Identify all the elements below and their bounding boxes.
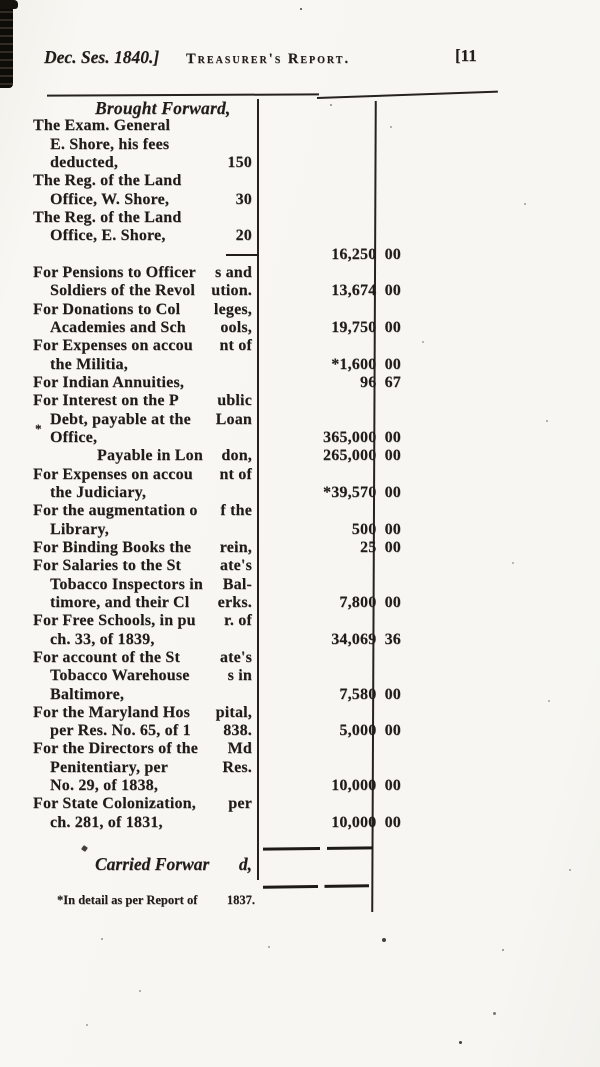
ledger-row-tail: nt of xyxy=(219,465,252,483)
ledger-row-text: Soldiers of the Revol xyxy=(50,282,196,300)
ledger-row-amount: 5,000 00 xyxy=(339,722,401,740)
scan-speck xyxy=(569,869,571,871)
ledger-row-tail: r. of xyxy=(224,612,252,630)
ledger-row-text: Brought Forward, xyxy=(95,98,231,118)
ledger-row xyxy=(33,777,401,795)
ledger-row xyxy=(33,411,378,429)
ledger-row xyxy=(33,373,401,392)
scan-speck xyxy=(86,1024,88,1026)
ledger-row-text: Academies and Sch xyxy=(50,318,186,336)
ledger-row-tail: 838. xyxy=(223,722,252,740)
scan-speck xyxy=(459,1041,462,1044)
ledger-row-tail: per xyxy=(228,795,252,813)
ledger-row-text: For Salaries to the St xyxy=(33,557,182,575)
ledger-row-text: For Indian Annuities, xyxy=(33,373,185,391)
ledger-row xyxy=(33,593,401,612)
scan-speck xyxy=(390,126,392,128)
ledger-row xyxy=(33,428,401,447)
footnote-text: *In detail as per Report of xyxy=(57,893,198,907)
ledger-rows xyxy=(33,98,401,832)
ledger-row-amount: 7,800 00 xyxy=(339,593,401,611)
ledger-row-amount: 7,580 00 xyxy=(339,685,401,703)
ledger-row-text: Tobacco Warehouse xyxy=(50,667,190,685)
ledger-row xyxy=(33,136,378,154)
ledger-row-text: Penitentiary, per xyxy=(50,758,169,776)
ledger-row xyxy=(33,612,378,630)
ledger-row xyxy=(33,795,378,813)
ledger-row xyxy=(33,355,401,374)
ledger-row-text: Baltimore, xyxy=(50,685,125,703)
ledger-row xyxy=(33,209,378,227)
ledger-row xyxy=(33,704,378,722)
ledger-row xyxy=(33,301,378,319)
carried-forward-row xyxy=(33,855,378,875)
ledger-row-tail: pital, xyxy=(215,703,252,721)
ledger-row-tail: s in xyxy=(227,667,252,685)
scan-speck xyxy=(422,341,424,343)
scan-speck xyxy=(300,8,302,10)
ledger-row-tail: ools, xyxy=(220,318,252,336)
total-rule-upper xyxy=(263,846,373,850)
ledger-row xyxy=(33,191,378,209)
ledger-row xyxy=(33,318,401,337)
ledger-row-amount: 10,000 00 xyxy=(331,777,401,795)
ledger-row-text: No. 29, of 1838, xyxy=(50,777,159,795)
ledger-row-amount: 265,000 00 xyxy=(323,447,401,465)
ledger-row-text: Office, W. Shore, xyxy=(50,190,170,208)
header-page-number: [11 xyxy=(455,46,477,65)
ledger-row xyxy=(33,466,378,484)
ledger-row xyxy=(33,99,378,117)
ledger-row xyxy=(33,483,401,502)
header-title: Treasurer's Report. xyxy=(186,51,351,67)
ledger-row-text: The Exam. General xyxy=(33,117,171,135)
ledger-row-tail: 30 xyxy=(235,190,252,208)
ledger-row-text: For the Directors of the xyxy=(33,740,199,758)
ledger-row-amount: 19,750 00 xyxy=(331,318,401,336)
ledger-row xyxy=(33,685,401,704)
ledger-row xyxy=(33,154,378,172)
ledger-row-tail: ate's xyxy=(219,648,252,666)
ledger-row-text: the Judiciary, xyxy=(50,483,147,501)
ledger-row xyxy=(33,502,378,520)
ledger-row-text: Office, E. Shore, xyxy=(50,227,166,245)
ledger-row-tail: nt of xyxy=(219,337,252,355)
top-rule-left xyxy=(47,93,319,96)
ledger-row-tail: s and xyxy=(214,263,252,281)
ledger-row xyxy=(33,722,401,740)
binding-mark-top xyxy=(0,0,18,9)
ledger-row-amount: 34,069 36 xyxy=(331,630,401,648)
ledger-row-text: timore, and their Cl xyxy=(50,593,190,611)
scan-speck xyxy=(548,700,550,702)
ledger-row-tail: 20 xyxy=(235,227,252,245)
footnote-marker-asterisk: * xyxy=(35,421,42,436)
carried-forward-tail: d, xyxy=(238,854,252,874)
ledger-row-text: the Militia, xyxy=(50,355,128,373)
subtotal-dash xyxy=(226,254,259,257)
ledger-row-text: For Interest on the P xyxy=(33,392,179,410)
scan-speck xyxy=(493,1012,496,1015)
ledger-row-amount: 13,674 00 xyxy=(331,282,401,300)
ledger-row xyxy=(33,667,378,685)
header-session: Dec. Ses. 1840.] xyxy=(44,47,160,67)
total-rule-lower xyxy=(263,884,369,888)
ledger-row-text: Debt, payable at the xyxy=(50,410,191,428)
footnote-year: 1837. xyxy=(226,893,255,907)
ledger-row-amount: 25 00 xyxy=(360,538,401,556)
ledger-row-tail: erks. xyxy=(217,593,252,611)
ledger-row-amount: 365,000 00 xyxy=(323,428,401,446)
ledger-row-amount: *39,570 00 xyxy=(323,483,401,501)
ledger-row xyxy=(33,740,378,758)
ledger-row-text: For State Colonization, xyxy=(33,795,196,813)
ledger-row-tail: Res. xyxy=(222,758,252,776)
scan-speck xyxy=(524,203,526,205)
ledger-row-amount: 16,250 00 xyxy=(331,245,401,263)
scan-speck xyxy=(139,990,141,992)
ledger-row-tail: Md xyxy=(227,740,252,758)
ledger-row-amount: *1,600 00 xyxy=(331,355,401,373)
ledger-row-tail: rein, xyxy=(219,538,252,556)
ledger-row xyxy=(33,520,401,539)
ledger-row xyxy=(33,117,378,135)
scan-speck xyxy=(268,946,270,948)
ledger-row-text: For Pensions to Officer xyxy=(33,263,196,281)
scan-speck xyxy=(502,949,504,951)
ledger-row-text: For the Maryland Hos xyxy=(33,703,191,721)
ledger-row xyxy=(33,649,378,667)
ledger-row-tail: leges, xyxy=(213,300,252,318)
ledger-row-text: ch. 281, of 1831, xyxy=(50,813,163,831)
ledger-row-text: For Donations to Col xyxy=(33,300,181,318)
scan-speck xyxy=(546,420,548,422)
ledger-row-tail: don, xyxy=(221,447,252,465)
ledger-row-text: Payable in Lon xyxy=(97,447,203,465)
ledger-row xyxy=(33,282,401,300)
ledger-row-text: Tobacco Inspectors in xyxy=(50,575,203,593)
ledger-row xyxy=(33,759,378,777)
ledger-row-text: For Expenses on accou xyxy=(33,465,193,483)
ledger-row-text: Library, xyxy=(50,520,109,538)
ledger-row-amount: 10,000 00 xyxy=(331,813,401,831)
ledger-row-tail: Bal- xyxy=(222,575,252,593)
scan-speck xyxy=(512,562,514,564)
scan-speck xyxy=(81,845,88,852)
ledger-row xyxy=(33,630,401,649)
ledger-row-text: For the augmentation o xyxy=(33,502,198,520)
ledger-row-text: E. Shore, his fees xyxy=(50,135,170,153)
ledger-row xyxy=(33,576,378,594)
ledger-row xyxy=(33,447,401,465)
carried-forward-label: Carried Forwar xyxy=(95,854,210,874)
ledger-row-text: Office, xyxy=(50,428,98,446)
top-rule-right xyxy=(317,91,498,99)
ledger-row-text: ch. 33, of 1839, xyxy=(50,630,155,648)
ledger-row-text: For Binding Books the xyxy=(33,538,192,556)
ledger-row xyxy=(33,813,401,832)
ledger-row-text: The Reg. of the Land xyxy=(33,208,182,226)
ledger-row-tail: f the xyxy=(220,502,252,520)
binding-mark xyxy=(0,5,13,88)
footnote xyxy=(57,893,255,908)
ledger-row-text: per Res. No. 65, of 1 xyxy=(50,722,191,740)
ledger-row xyxy=(33,172,378,190)
ledger-row-amount: 96 67 xyxy=(360,373,401,391)
ledger-row xyxy=(33,227,378,245)
ledger-row-tail: 150 xyxy=(227,153,252,171)
ledger-row xyxy=(33,392,378,410)
ledger-row-tail: ate's xyxy=(219,557,252,575)
ledger-row xyxy=(33,337,378,355)
ledger-row-text: deducted, xyxy=(50,153,119,171)
ledger-row-tail: ution. xyxy=(211,282,252,300)
ledger-row xyxy=(33,264,378,282)
ledger-row-amount: 500 00 xyxy=(351,520,401,538)
ledger-row xyxy=(33,557,378,575)
ledger-row-tail: ublic xyxy=(217,392,252,410)
ledger-row-tail: Loan xyxy=(215,410,252,428)
ledger-row xyxy=(33,245,401,264)
scan-speck xyxy=(382,938,386,942)
ledger-row-text: For Free Schools, in pu xyxy=(33,612,196,630)
ledger-row-text: For account of the St xyxy=(33,648,180,666)
ledger-row-text: For Expenses on accou xyxy=(33,337,193,355)
ledger-row xyxy=(33,538,401,557)
ledger-row-text: The Reg. of the Land xyxy=(33,172,182,190)
scan-speck xyxy=(101,938,103,940)
